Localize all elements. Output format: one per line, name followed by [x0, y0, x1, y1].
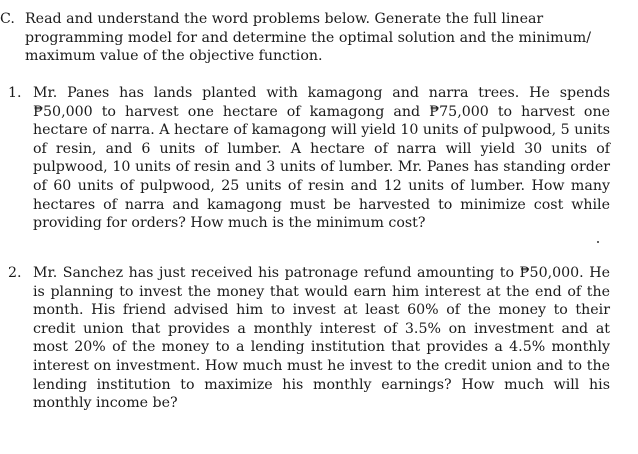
stray-mark	[597, 241, 599, 243]
problem-item	[8, 264, 610, 413]
section-heading	[0, 10, 620, 66]
problem-text: Mr. Sanchez has just received his patronage refund amounting to ₱50,000. He is planning to invest the money that would earn him interest at the end of the month. His friend advised him to invest at least 60% of the money to their credit union that provides a monthly interest of 3.5% on investment and at most 20% of the money to a lending institution that provides a 4.5% monthly interest on investment. How much must he invest to the credit union and to the lending institution to maximize his monthly earnings? How much will his monthly income be?	[33, 265, 610, 412]
problem-item	[8, 84, 610, 233]
problem-text: Mr. Panes has lands planted with kamagong and narra trees. He spends ₱50,000 to harvest one hectare of kamagong and ₱75,000 to harvest one hectare of narra. A hectare of kamagong will yield 10 units of pulpwood, 5 units of resin, and 6 units of lumber. A hectare of narra will yield 30 units of pulpwood, 10 units of resin and 3 units of lumber. Mr. Panes has standing order of 60 units of pulpwood, 25 units of resin and 12 units of lumber. How many hectares of narra and kamagong must be harvested to minimize cost while providing for orders? How much is the minimum cost?	[33, 85, 610, 232]
section-letter: C.	[0, 11, 15, 27]
problem-number: 1.	[8, 85, 22, 101]
problem-number: 2.	[8, 265, 22, 281]
section-c	[0, 10, 620, 66]
section-instructions: Read and understand the word problems below. Generate the full linear programming model for and determine the optimal solution and the minimum/ maximum value of the objective function.	[25, 11, 591, 64]
